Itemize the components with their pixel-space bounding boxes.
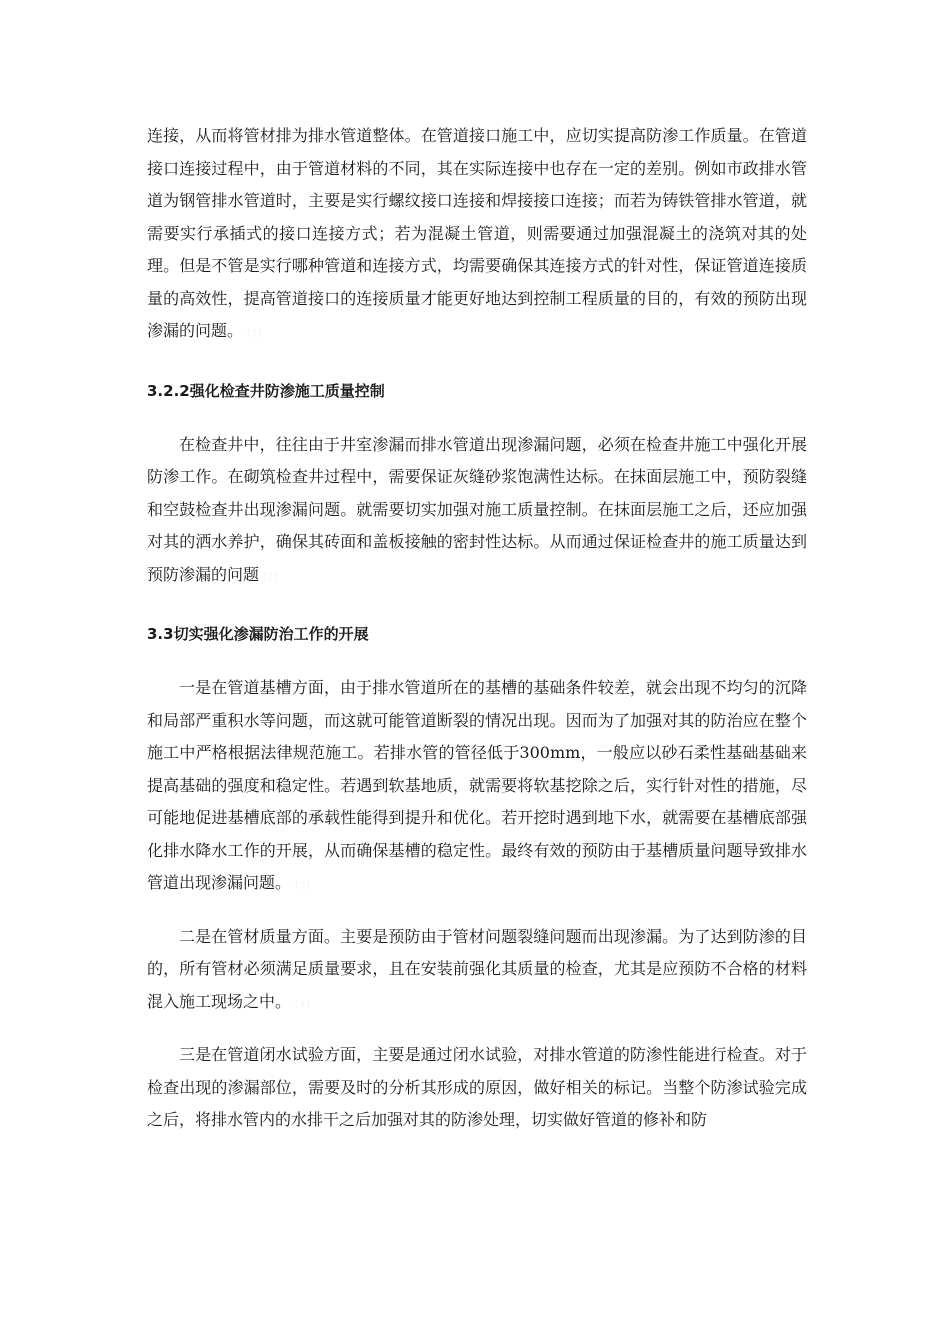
body-paragraph [147,672,807,903]
section-heading: 3.2.2强化检查井防渗施工质量控制 [147,381,385,400]
paragraph-text: 连接，从而将管材排为排水管道整体。在管道接口施工中，应切实提高防渗工作质量。在管道接口连接过程中，由于管道材料的不同，其在实际连接中也存在一定的差别。例如市政排水管道为钢管排水管道时，主要是实行螺纹接口连接和焊接接口连接；而若为铸铁管排水管道，就需要实行承插式的接口连接方式；若为混凝土管道，则需要通过加强混凝土的浇筑对其的处理。但是不管是实行哪种管道和连接方式，均需要确保其连接方式的针对性，保证管道连接质量的高效性，提高管道接口的连接质量才能更好地达到控制工程质量的目的，有效的预防出现渗漏的问题。 [147,126,807,340]
body-paragraph [147,120,807,351]
document-page [147,120,807,1137]
citation-mark: [2] [263,572,279,583]
paragraph-text: 一是在管道基槽方面，由于排水管道所在的基槽的基础条件较差，就会出现不均匀的沉降和局部严重积水等问题，而这就可能管道断裂的情况出现。因而为了加强对其的防治应在整个施工中严格根据法律规范施工。若排水管的管径低于300mm，一般应以砂石柔性基础基础来提高基础的强度和稳定性。若遇到软基地质，就需要将软基挖除之后，实行针对性的措施，尽可能地促进基槽底部的承载性能得到提升和优化。若开挖时遇到地下水，就需要在基槽底部强化排水降水工作的开展，从而确保基槽的稳定性。最终有效的预防由于基槽质量问题导致排水管道出现渗漏问题。 [147,678,807,892]
paragraph-text: 二是在管材质量方面。主要是预防由于管材问题裂缝问题而出现渗漏。为了达到防渗的目的，所有管材必须满足质量要求，且在安装前强化其质量的检查，尤其是应预防不合格的材料混入施工现场之中。 [147,926,807,1011]
citation-mark: [4] [295,999,311,1010]
section-heading: 3.3切实强化渗漏防治工作的开展 [147,625,369,643]
body-paragraph [147,1039,807,1137]
paragraph-text: 三是在管道闭水试验方面，主要是通过闭水试验，对排水管道的防渗性能进行检查。对于检查出现的渗漏部位，需要及时的分析其形成的原因，做好相关的标记。当整个防渗试验完成之后，将排水管内的水排干之后加强对其的防渗处理，切实做好管道的修补和防 [147,1045,807,1129]
body-paragraph [147,921,807,1022]
citation-mark: [3] [295,881,311,891]
citation-mark: [1] [247,329,263,339]
paragraph-text: 在检查井中，往往由于井室渗漏而排水管道出现渗漏问题，必须在检查井施工中强化开展防渗工作。在砌筑检查井过程中，需要保证灰缝砂浆饱满性达标。在抹面层施工中，预防裂缝和空鼓检查井出现渗漏问题。就需要切实加强对施工质量控制。在抹面层施工之后，还应加强对其的洒水养护，确保其砖面和盖板接触的密封性达标。从而通过保证检查井的施工质量达到预防渗漏的问题 [147,434,807,584]
body-paragraph [147,429,807,595]
